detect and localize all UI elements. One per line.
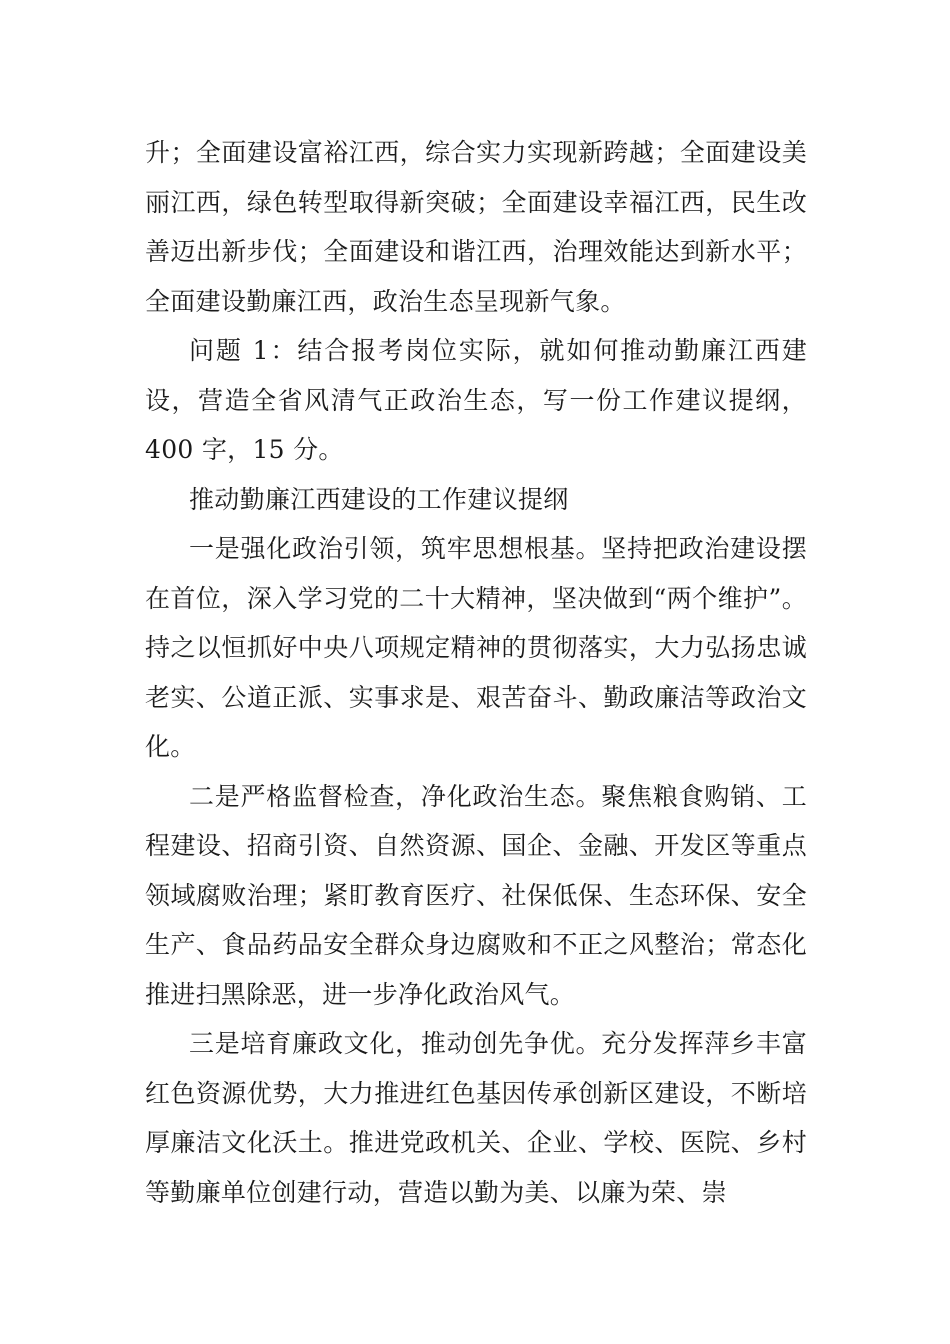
document-body [145,128,807,1217]
paragraph-outline-title: 推动勤廉江西建设的工作建议提纲 [189,484,569,514]
paragraph-point-two: 二是严格监督检查，净化政治生态。聚焦粮食购销、工程建设、招商引资、自然资源、国企、金融、开发区等重点领域腐败治理；紧盯教育医疗、社保低保、生态环保、安全生产、食品药品安全群众身边腐败和不正之风整治；常态化推进扫黑除恶，进一步净化政治风气。 [145,781,807,1009]
paragraph-point-three: 三是培育廉政文化，推动创先争优。充分发挥萍乡丰富红色资源优势，大力推进红色基因传承创新区建设，不断培厚廉洁文化沃土。推进党政机关、企业、学校、医院、乡村等勤廉单位创建行动，营造以勤为美、以廉为荣、崇 [145,1029,807,1207]
paragraph-question: 问题 1：结合报考岗位实际，就如何推动勤廉江西建设，营造全省风清气正政治生态，写一份工作建议提纲，400 字，15 分。 [145,336,807,464]
paragraph-continuation: 升；全面建设富裕江西，综合实力实现新跨越；全面建设美丽江西，绿色转型取得新突破；全面建设幸福江西，民生改善迈出新步伐；全面建设和谐江西，治理效能达到新水平；全面建设勤廉江西，政治生态呈现新气象。 [145,138,807,316]
paragraph-point-one: 一是强化政治引领，筑牢思想根基。坚持把政治建设摆在首位，深入学习党的二十大精神，坚决做到“两个维护”。持之以恒抓好中央八项规定精神的贯彻落实，大力弘扬忠诚老实、公道正派、实事求是、艰苦奋斗、勤政廉洁等政治文化。 [145,534,807,761]
